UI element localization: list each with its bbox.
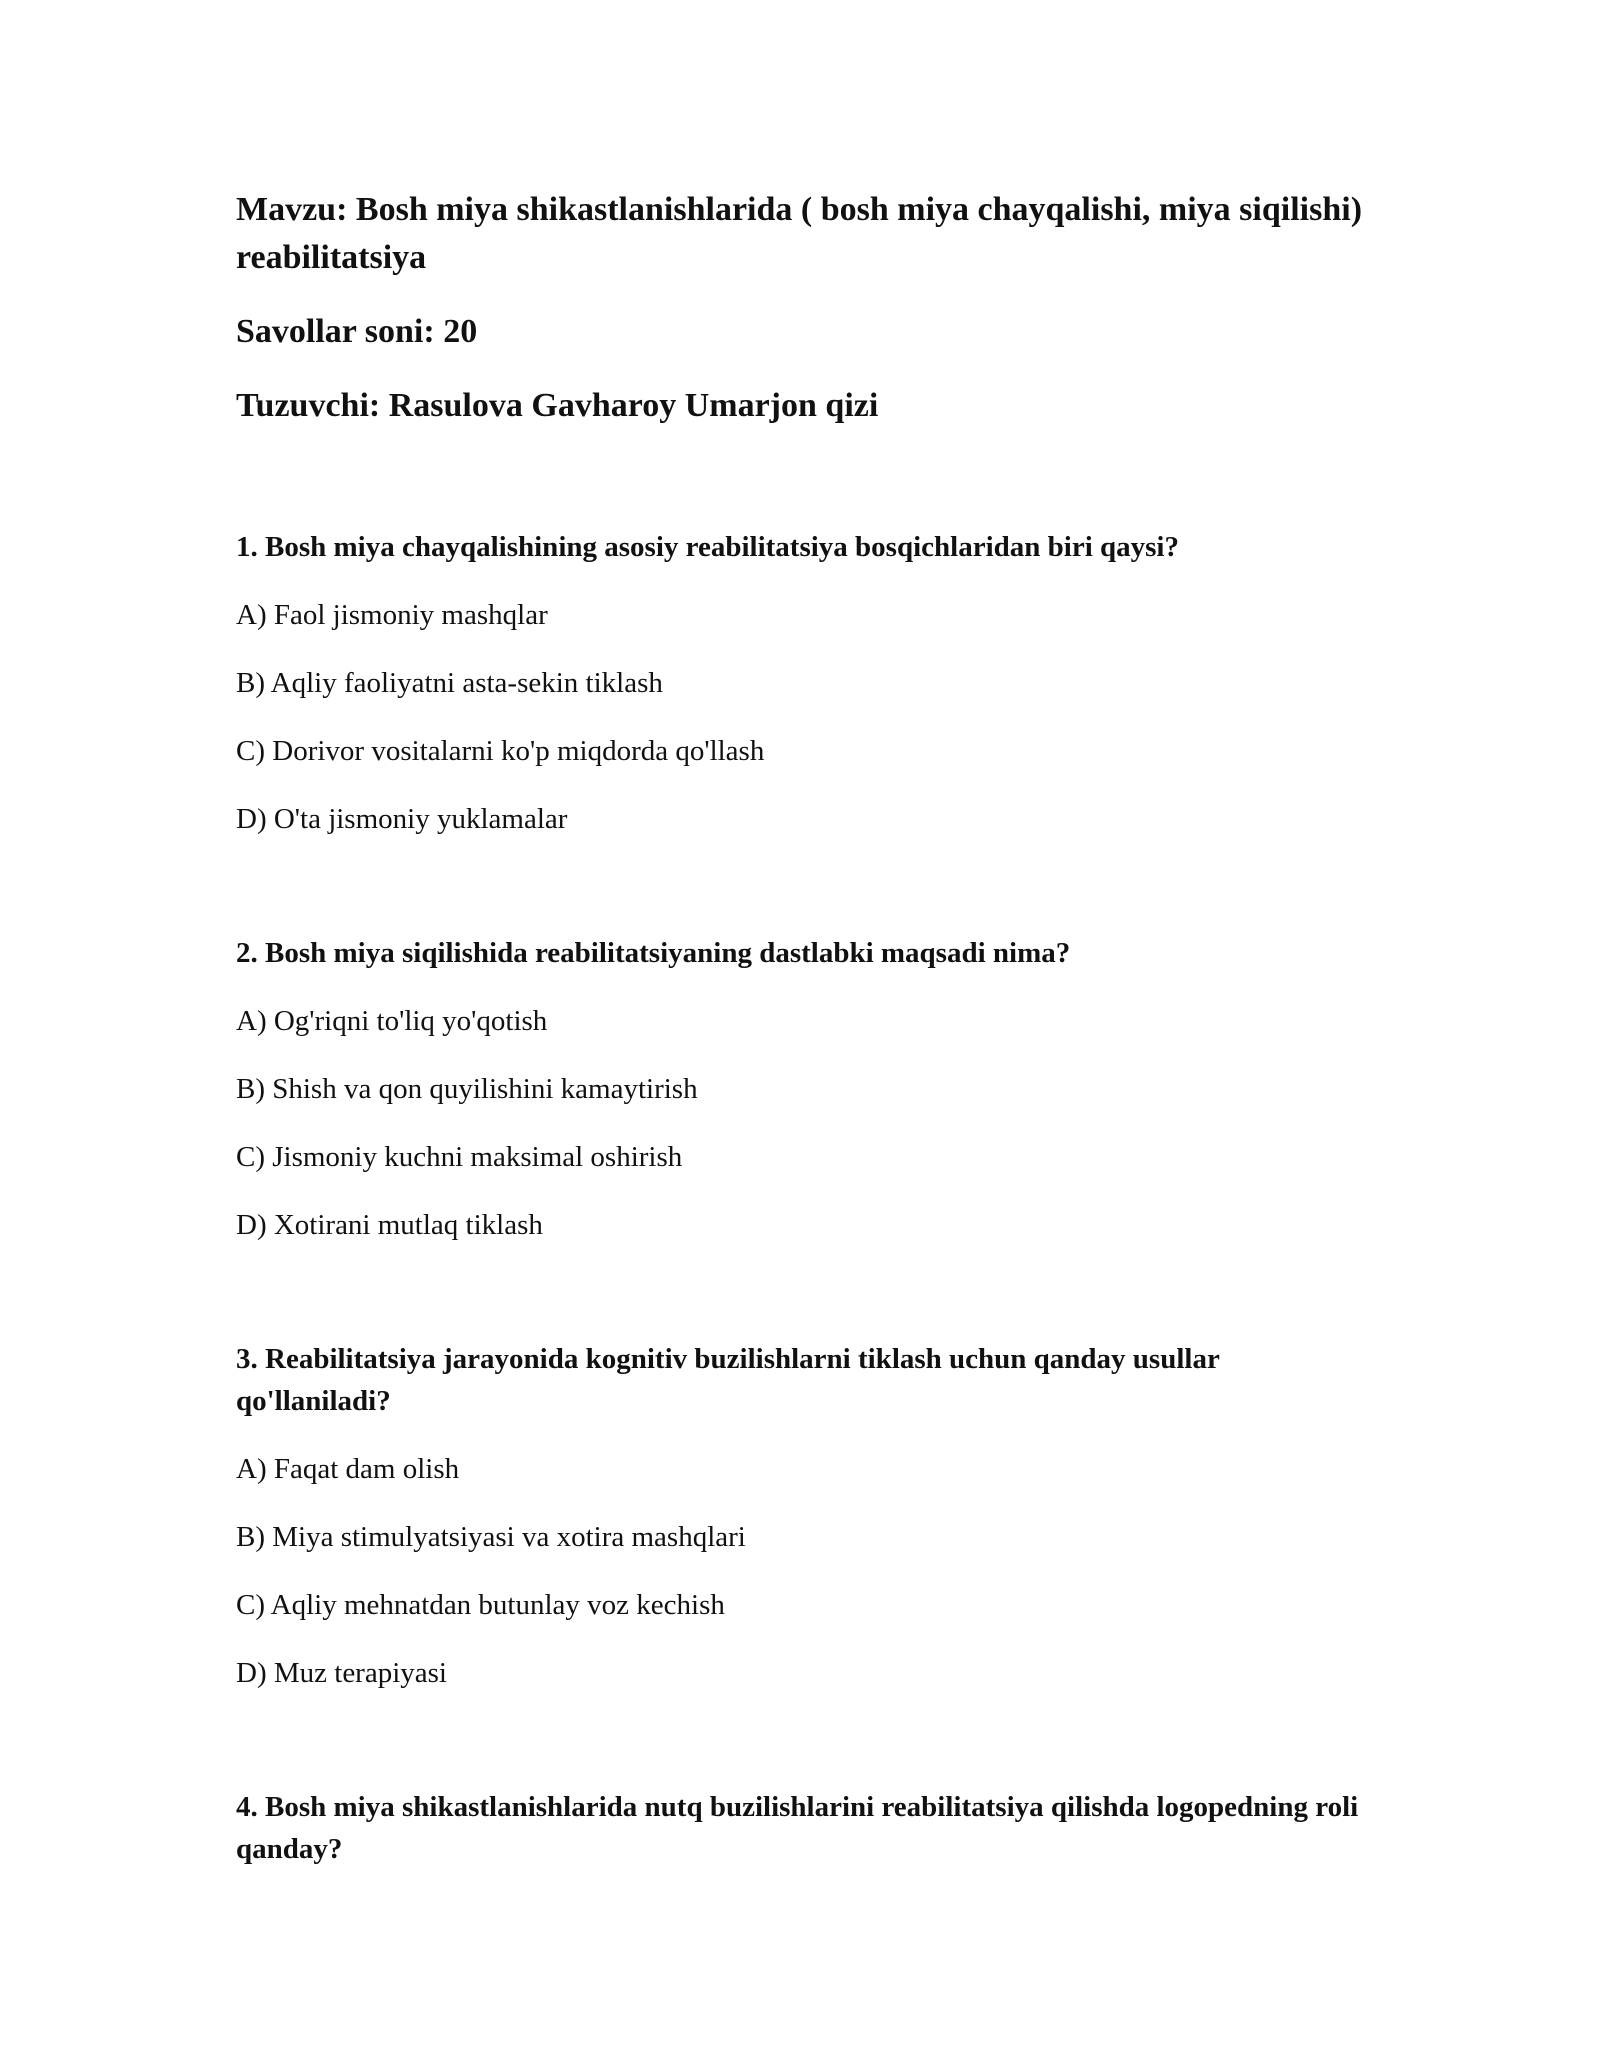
answer-option-a: A) Faqat dam olish: [236, 1453, 460, 1485]
question-text: 2. Bosh miya siqilishida reabilitatsiyaning dastlabki maqsadi nima?: [236, 937, 1071, 969]
answer-option-b: B) Aqliy faoliyatni asta-sekin tiklash: [236, 667, 663, 699]
question-1: [236, 526, 1376, 866]
question-text: 1. Bosh miya chayqalishining asosiy reabilitatsiya bosqichlaridan biri qaysi?: [236, 531, 1179, 563]
topic-title: Mavzu: Bosh miya shikastlanishlarida ( bosh miya chayqalishi, miya siqilishi) reabilitatsiya: [236, 191, 1363, 276]
answer-option-a: A) Og'riqni to'liq yo'qotish: [236, 1005, 548, 1037]
question-text: 4. Bosh miya shikastlanishlarida nutq buzilishlarini reabilitatsiya qilishda logopedning roli qanday?: [236, 1791, 1359, 1865]
answer-option-d: D) Muz terapiyasi: [236, 1657, 447, 1689]
question-4: [236, 1786, 1376, 1896]
question-text: 3. Reabilitatsiya jarayonida kognitiv buzilishlarni tiklash uchun qanday usullar qo'llaniladi?: [236, 1343, 1220, 1417]
question-3: [236, 1338, 1376, 1720]
answer-option-c: C) Aqliy mehnatdan butunlay voz kechish: [236, 1589, 725, 1621]
question-2: [236, 932, 1376, 1272]
answer-option-d: D) O'ta jismoniy yuklamalar: [236, 803, 568, 835]
answer-option-b: B) Miya stimulyatsiyasi va xotira mashqlari: [236, 1521, 746, 1553]
document-header: [236, 186, 1376, 430]
author-line: Tuzuvchi: Rasulova Gavharoy Umarjon qizi: [236, 387, 879, 424]
answer-option-b: B) Shish va qon quyilishini kamaytirish: [236, 1073, 698, 1105]
answer-option-d: D) Xotirani mutlaq tiklash: [236, 1209, 543, 1241]
question-count: Savollar soni: 20: [236, 313, 478, 350]
answer-option-a: A) Faol jismoniy mashqlar: [236, 599, 548, 631]
answer-option-c: C) Dorivor vositalarni ko'p miqdorda qo'llash: [236, 735, 765, 767]
answer-option-c: C) Jismoniy kuchni maksimal oshirish: [236, 1141, 683, 1173]
